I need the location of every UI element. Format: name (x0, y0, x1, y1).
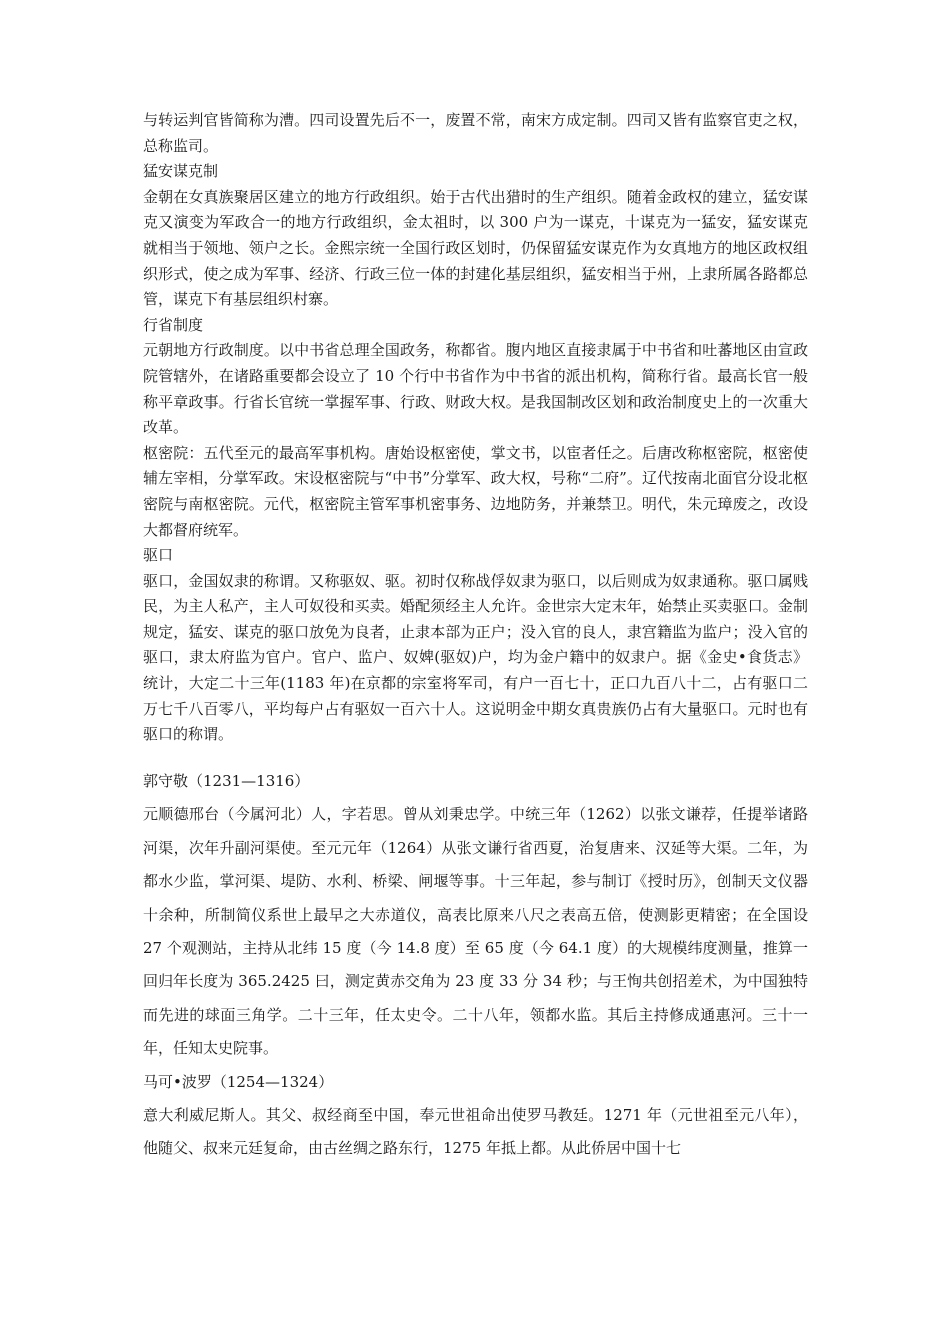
paragraph-mengan-mouke: 金朝在女真族聚居区建立的地方行政组织。始于古代出猎时的生产组织。随着金政权的建立，猛安谋克又演变为军政合一的地方行政组织，金太祖时，以 300 户为一谋克，十谋克为一猛安，猛安谋克就相当于领地、领户之长。金熙宗统一全国行政区划时，仍保留猛安谋克作为女真地方的地区政权组织形式，使之成为军事、经济、行政三位一体的封建化基层组织，猛安相当于州，上隶所属各路都总管，谋克下有基层组织村寨。 (143, 187, 808, 309)
heading-mengan-mouke: 猛安谋克制 (143, 162, 219, 181)
section-a (143, 108, 808, 748)
heading-guo-shoujing: 郭守敬（1231—1316） (143, 772, 310, 790)
paragraph-guo-shoujing: 元顺德邢台（今属河北）人，字若思。曾从刘秉忠学。中统三年（1262）以张文谦荐，任提举诸路河渠，次年升副河渠使。至元元年（1264）从张文谦行省西夏，治复唐来、汉延等大渠。二年，为都水少监，掌河渠、堤防、水利、桥梁、闸堰等事。十三年起，参与制订《授时历》，创制天文仪器十余种，所制简仪系世上最早之大赤道仪，高表比原来八尺之表高五倍，使测影更精密；在全国设 27 个观测站，主持从北纬 15 度（今 14.8 度）至 65 度（今 64.1 度）的大规模纬度测量，推算一回归年长度为 365.2425 曰，测定黄赤交角为 23 度 33 分 34 秒；与王恂共创招差术，为中国独特而先进的球面三角学。二十三年，任太史令。二十八年，领都水监。其后主持修成通惠河。三十一年，任知太史院事。 (143, 805, 808, 1058)
heading-marco-polo: 马可•波罗（1254—1324） (143, 1072, 334, 1091)
paragraph-xingsheng: 元朝地方行政制度。以中书省总理全国政务，称都省。腹内地区直接隶属于中书省和吐蕃地区由宣政院管辖外，在诸路重要都会设立了 10 个行中书省作为中书省的派出机构，简称行省。最高长官一般称平章政事。行省长官统一掌握军事、行政、财政大权。是我国制改区划和政治制度史上的一次重大改革。 (143, 341, 808, 437)
paragraph-qukou: 驱口，金国奴隶的称谓。又称驱奴、驱。初时仅称战俘奴隶为驱口，以后则成为奴隶通称。驱口属贱民，为主人私产，主人可奴役和买卖。婚配须经主人允许。金世宗大定末年，始禁止买卖驱口。金制规定，猛安、谋克的驱口放免为良者，止隶本部为正户；没入官的良人，隶宫籍监为监户；没入官的驱口，隶太府监为官户。官户、监户、奴婢(驱奴)户，均为金户籍中的奴隶户。据《金史•食货志》统计，大定二十三年(1183 年)在京都的宗室将军司，有户一百七十，正口九百八十二，占有驱口二万七千八百零八，平均每户占有驱奴一百六十人。这说明金中期女真贵族仍占有大量驱口。元时也有驱口的称谓。 (143, 571, 808, 744)
paragraph-shumiyuan: 枢密院：五代至元的最高军事机构。唐始设枢密使，掌文书，以宦者任之。后唐改称枢密院，枢密使辅左宰相，分掌军政。宋设枢密院与“中书”分掌军、政大权，号称“二府”。辽代按南北面官分设北枢密院与南枢密院。元代，枢密院主管军事机密事务、边地防务，并兼禁卫。明代，朱元璋废之，改设大都督府统军。 (143, 443, 808, 539)
section-b (143, 765, 808, 1166)
heading-qukou: 驱口 (143, 546, 174, 565)
paragraph-marco-polo: 意大利威尼斯人。其父、叔经商至中国，奉元世祖命出使罗马教廷。1271 年（元世祖至元八年），他随父、叔来元廷复命，由古丝绸之路东行，1275 年抵上都。从此侨居中国十七 (143, 1106, 808, 1158)
heading-xingsheng: 行省制度 (143, 315, 204, 334)
paragraph-sisi: 与转运判官皆简称为漕。四司设置先后不一，废置不常，南宋方成定制。四司又皆有监察官吏之权，总称监司。 (143, 111, 808, 155)
